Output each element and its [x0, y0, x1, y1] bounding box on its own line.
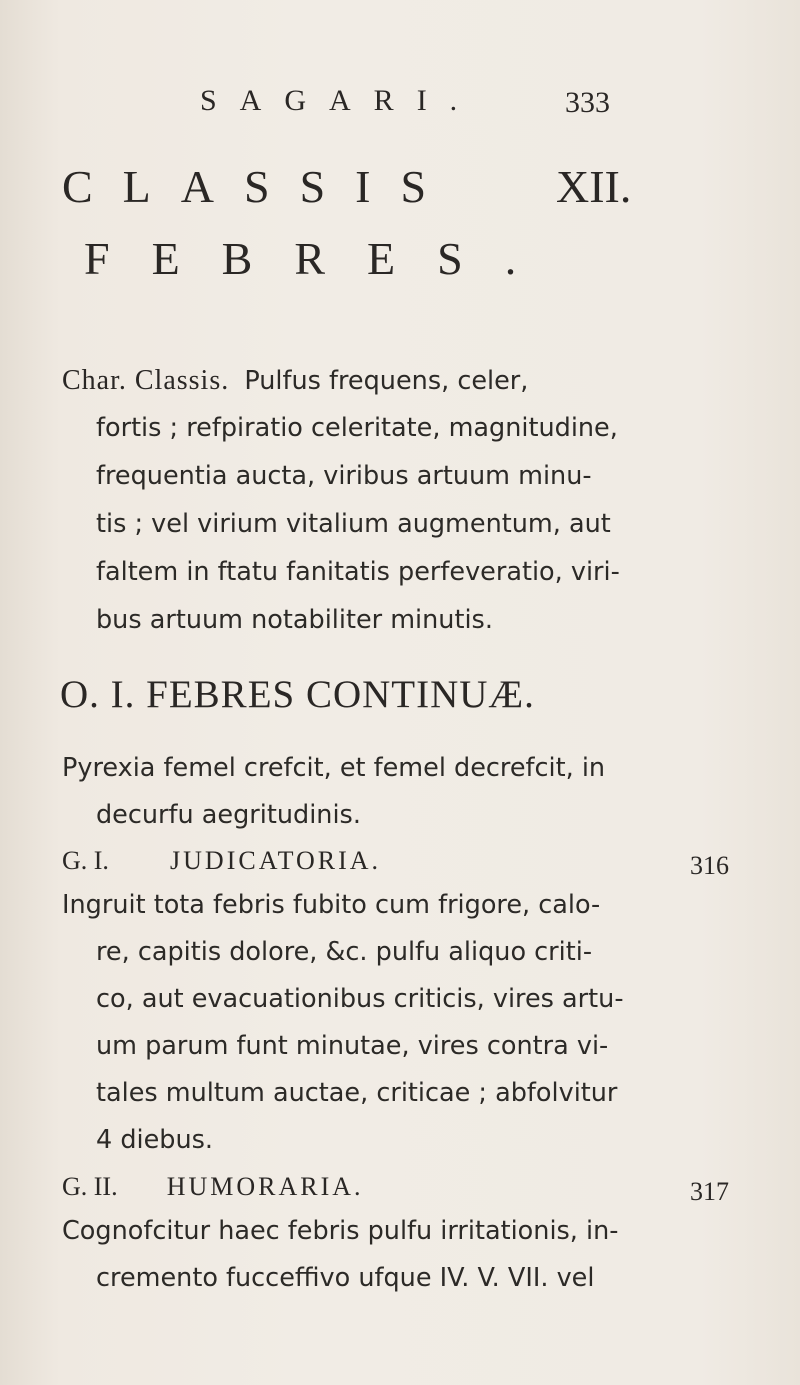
genus-line: tales multum auctae, criticae ; abfolvitur: [96, 1078, 618, 1108]
character-line: Pulfus frequens, celer,: [244, 366, 529, 396]
character-line: faltem in ftatu fanitatis perfeveratio, viri-: [96, 557, 620, 587]
genus-line: cremento fucceffivo ufque IV. V. VII. vel: [96, 1263, 595, 1293]
class-name: FEBRES.: [84, 233, 559, 284]
order-heading: O. I. FEBRES CONTINUÆ.: [60, 673, 535, 716]
character-line: fortis ; refpiratio celeritate, magnitudine,: [96, 413, 618, 443]
class-label: CLASSIS: [62, 161, 457, 212]
genus-line: 4 diebus.: [96, 1125, 214, 1155]
genus-line: um parum funt minutae, vires contra vi-: [96, 1031, 609, 1061]
order-line: Pyrexia femel crefcit, et femel decrefcit, in: [62, 753, 606, 783]
genus-line: Cognofcitur haec febris pulfu irritationis, in-: [62, 1216, 619, 1246]
class-number: XII.: [556, 161, 632, 212]
character-label: Char. Classis.: [62, 365, 230, 396]
genus-name: HUMORARIA.: [166, 1172, 364, 1201]
margin-number: 317: [690, 1177, 729, 1206]
genus-label: G. I.: [62, 846, 109, 875]
character-first-line: [62, 365, 528, 397]
genus-line: re, capitis dolore, &c. pulfu aliquo criti-: [96, 937, 593, 967]
genus-heading: [62, 846, 381, 876]
margin-number: 316: [690, 851, 729, 880]
genus-label: G. II.: [62, 1172, 118, 1201]
page-number: 333: [565, 86, 610, 119]
genus-name: JUDICATORIA.: [170, 846, 382, 875]
genus-heading: [62, 1172, 364, 1202]
running-head-title: SAGARI.: [200, 84, 481, 117]
character-line: bus artuum notabiliter minutis.: [96, 605, 493, 635]
character-line: tis ; vel virium vitalium augmentum, aut: [96, 509, 611, 539]
genus-line: co, aut evacuationibus criticis, vires artu-: [96, 984, 624, 1014]
order-line: decurfu aegritudinis.: [96, 800, 361, 830]
genus-line: Ingruit tota febris fubito cum frigore, calo-: [62, 890, 601, 920]
character-line: frequentia aucta, viribus artuum minu-: [96, 461, 592, 491]
